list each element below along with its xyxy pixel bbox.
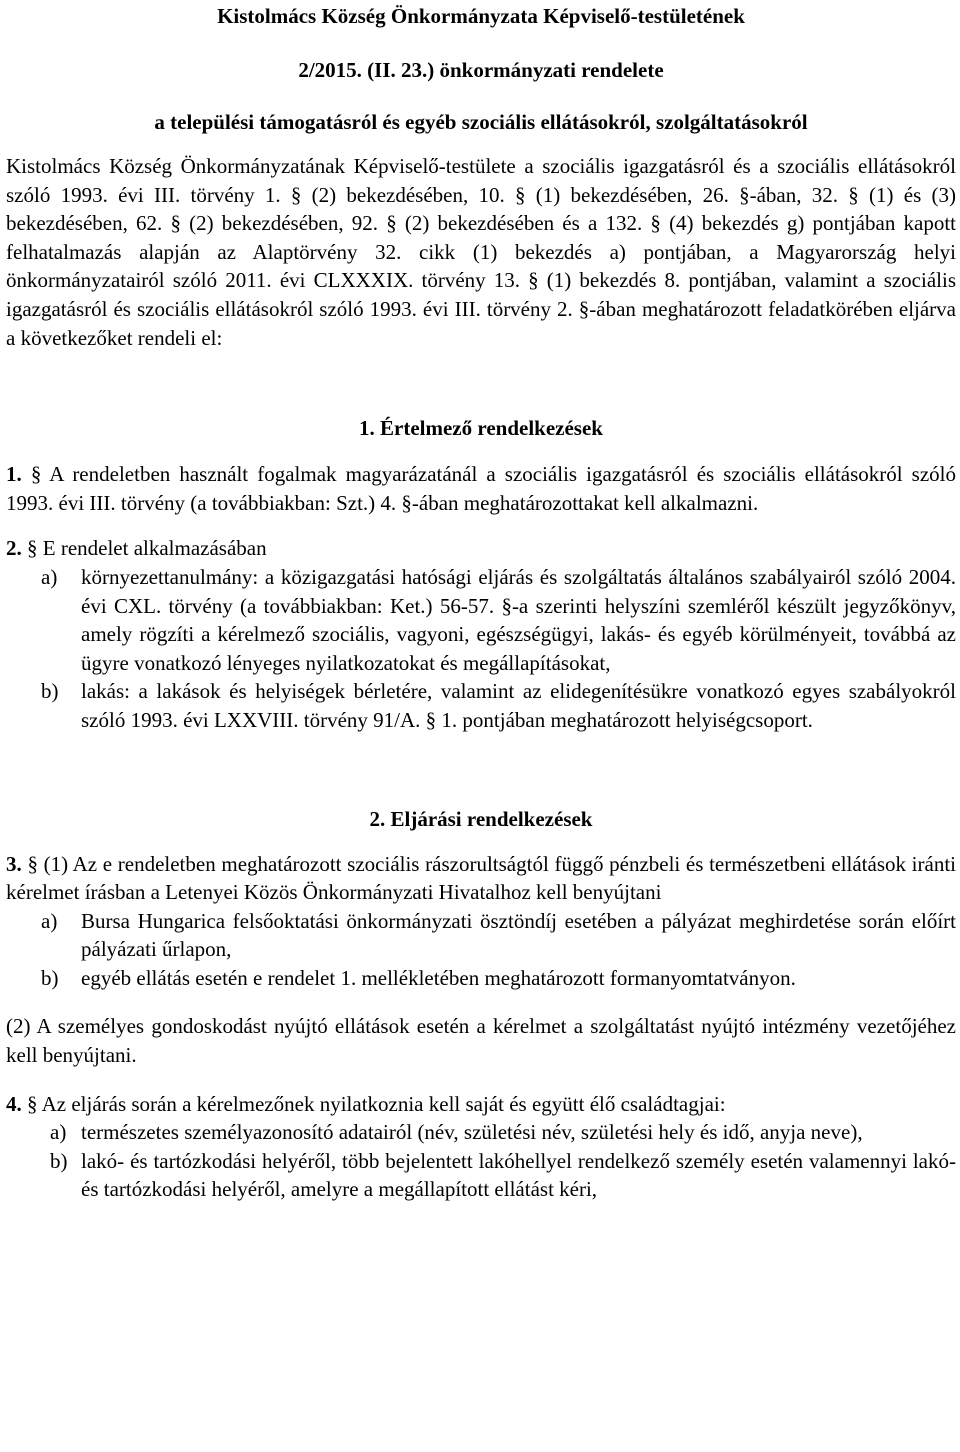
paragraph-text: § E rendelet alkalmazásában bbox=[27, 536, 267, 561]
declaration-list bbox=[6, 1118, 956, 1204]
list-marker: b) bbox=[50, 1148, 68, 1173]
paragraph-number: 3. bbox=[6, 851, 22, 876]
document-title-number: 2/2015. (II. 23.) önkormányzati rendelete bbox=[298, 58, 664, 82]
paragraph-number: 4. bbox=[6, 1091, 22, 1116]
list-item bbox=[6, 964, 956, 993]
list-item-text: lakás: a lakások és helyiségek bérletére, valamint az elidegenítésükre vonatkozó egyes szabályokról szóló 1993. évi LXXVIII. törvény 91/A. § 1. pontjában meghatározott helyiségcsoport. bbox=[81, 679, 956, 732]
paragraph-2 bbox=[6, 534, 956, 563]
list-item bbox=[6, 1147, 956, 1204]
list-marker: b) bbox=[41, 679, 59, 704]
document-title-issuer: Kistolmács Község Önkormányzata Képviselő-testületének bbox=[217, 4, 745, 28]
paragraph-number: 2. bbox=[6, 536, 22, 561]
document-page bbox=[6, 2, 956, 1204]
list-marker: a) bbox=[50, 1120, 67, 1145]
list-item bbox=[6, 907, 956, 964]
list-item-text: egyéb ellátás esetén e rendelet 1. mellékletében meghatározott formanyomtatványon. bbox=[81, 965, 796, 990]
list-item-text: lakó- és tartózkodási helyéről, több bejelentett lakóhellyel rendelkező személy esetén valamennyi lakó- és tartózkodási helyéről, amelyre a megállapított ellátást kéri, bbox=[81, 1148, 956, 1202]
list-item bbox=[6, 677, 956, 734]
paragraph-1 bbox=[6, 460, 956, 517]
list-marker: a) bbox=[41, 564, 58, 589]
paragraph-text: § A rendeletben használt fogalmak magyarázatánál a szociális igazgatásról és szociális ellátásokról szóló 1993. évi III. törvény (a továbbiakban: Szt.) 4. §-ában meghatározottakat kell alkalmazni. bbox=[6, 462, 957, 515]
paragraph-4 bbox=[6, 1090, 956, 1119]
paragraph-text: § (1) Az e rendeletben meghatározott szociális rászorultságtól függő pénzbeli és természetbeni ellátások iránti kérelmet írásban a Letenyei Közös Önkormányzati Hivatalhoz kell benyújtani bbox=[6, 851, 957, 905]
submission-list bbox=[6, 907, 956, 993]
paragraph-3 bbox=[6, 850, 956, 907]
section-heading-2: 2. Eljárási rendelkezések bbox=[369, 806, 593, 831]
paragraph-3-2: (2) A személyes gondoskodást nyújtó ellátások esetén a kérelmet a szolgáltatást nyújtó intézmény vezetőjéhez kell benyújtani. bbox=[6, 1014, 956, 1068]
list-marker: b) bbox=[41, 965, 59, 990]
list-item bbox=[6, 1118, 956, 1147]
list-item-text: Bursa Hungarica felsőoktatási önkormányzati ösztöndíj esetében a pályázat meghirdetése során előírt pályázati űrlapon, bbox=[81, 908, 956, 962]
list-item bbox=[6, 563, 956, 677]
list-marker: a) bbox=[41, 908, 58, 933]
definition-list bbox=[6, 563, 956, 735]
preamble-paragraph: Kistolmács Község Önkormányzatának Képviselő-testülete a szociális igazgatásról és a szociális ellátásokról szóló 1993. évi III. törvény 1. § (2) bekezdésében, 10. § (1) bekezdésében, 26. §-ában, 32. § (1) és (3) bekezdésében, 62. § (2) bekezdésében, 92. § (2) bekezdésében és a 132. § (4) bekezdés g) pontjában kapott felhatalmazás alapján az Alaptörvény 32. cikk (1) bekezdés a) pontjában, a Magyarország helyi önkormányzatairól szóló 2011. évi CLXXXIX. törvény 13. § (1) bekezdés 8. pontjában, valamint a szociális igazgatásról és szociális ellátásokról szóló 1993. évi III. törvény 2. §-ában meghatározott feladatkörében eljárva a következőket rendeli el: bbox=[6, 154, 956, 350]
list-item-text: környezettanulmány: a közigazgatási hatósági eljárás és szolgáltatás általános szabályairól szóló 2004. évi CXL. törvény (a továbbiakban: Ket.) 56-57. §-a szerinti helyszíni szemléről készült jegyzőkönyv, amely rögzíti a kérelmező szociális, vagyoni, egészségügyi, lakás- és egyéb körülményeit, továbbá az ügyre vonatkozó lényeges nyilatkozatokat és megállapításokat, bbox=[81, 564, 956, 675]
paragraph-number: 1. bbox=[6, 462, 22, 487]
section-heading-1: 1. Értelmező rendelkezések bbox=[359, 416, 603, 441]
document-title-subject: a települési támogatásról és egyéb szociális ellátásokról, szolgáltatásokról bbox=[154, 110, 808, 134]
list-item-text: természetes személyazonosító adatairól (név, születési név, születési hely és idő, anyja neve), bbox=[81, 1120, 863, 1145]
paragraph-text: § Az eljárás során a kérelmezőnek nyilatkoznia kell saját és együtt élő családtagjai: bbox=[27, 1091, 726, 1116]
